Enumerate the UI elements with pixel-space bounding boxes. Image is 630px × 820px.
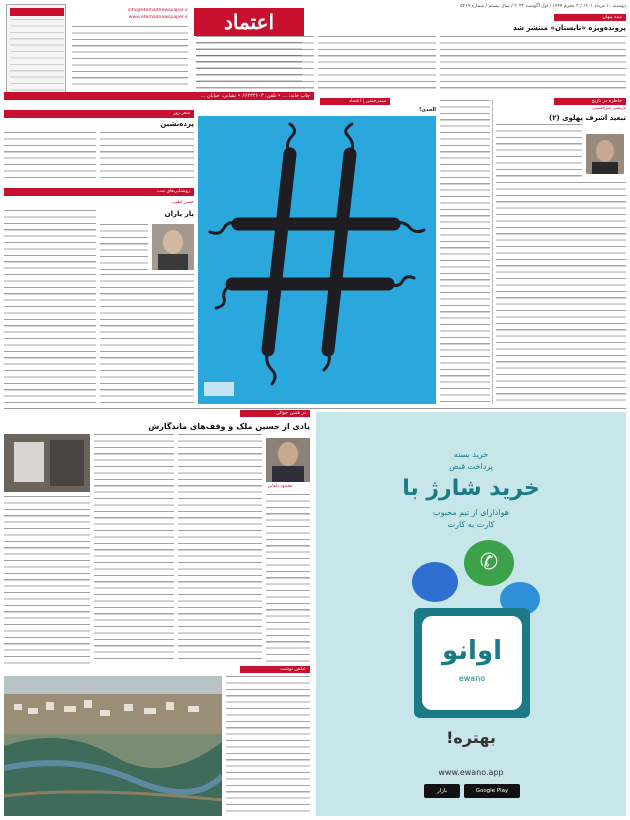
ad-small-line: خرید بسته [453, 450, 489, 459]
article-body [100, 274, 194, 404]
article-photo [4, 434, 90, 492]
poem-body [100, 132, 194, 182]
article-body [496, 182, 626, 404]
byline: حسن لطفی [171, 200, 194, 205]
brand-logo: اعتماد [194, 8, 304, 36]
article-title: پرونده‌ویژه «تابستان» منتشر شد [513, 24, 626, 32]
masthead-email: info@etemadnewspaper.ir [127, 8, 188, 13]
chat-icon [412, 562, 458, 602]
date-line: دوشنبه ۱۰ مرداد ۱۴۰۱ / ۳ محرم ۱۴۴۴ / اول آگوست ۲۰۲۲ / سال بیستم / شماره ۵۲۶۹ [460, 4, 626, 9]
ad-sub2: کارت به کارت [447, 520, 495, 529]
article-body [440, 36, 626, 92]
article-body [94, 434, 174, 664]
author-photo [586, 134, 624, 174]
section-tag: سمرحسن | اعتماد [320, 98, 390, 105]
photo-caption [226, 676, 310, 816]
poem-title: پرده‌نشین [160, 120, 194, 128]
ad-brand: اوانو [441, 636, 503, 666]
staff-box [70, 24, 190, 88]
cartoon-caption: الحدی! [419, 107, 436, 113]
ad-sub1: هوادارای از تیم محبوب [433, 508, 509, 517]
article-body [178, 434, 262, 664]
ad-brand-latin: ewano [458, 674, 486, 683]
article-title: یادی از حسین ملک و وقف‌های ماندگارش [148, 422, 310, 431]
poem-body [4, 132, 96, 182]
cartoon-image [198, 116, 436, 404]
section-tag: نیمه پنهان [554, 14, 626, 21]
section-tag: روشنایی‌های شب [4, 188, 194, 196]
article-title: بار یاران [164, 210, 194, 218]
phone-icon: ✆ [464, 540, 514, 586]
byline: محمود دلفانی [267, 484, 293, 489]
ad-tagline: بهتره! [446, 728, 496, 747]
article-title: تبعید اشرف پهلوی (۲) [548, 114, 626, 122]
ad-headline: خرید شارژ با [402, 476, 540, 501]
byline: مرتضی میرحسینی [592, 106, 626, 111]
google-play-button[interactable]: Google Play [464, 784, 520, 798]
article-body [318, 36, 436, 92]
article-body [266, 494, 310, 664]
ewano-ad[interactable] [316, 412, 626, 816]
masthead-thumbnail [6, 4, 66, 96]
author-photo [152, 224, 194, 270]
ewano-bag [414, 608, 530, 718]
article-body [440, 100, 490, 404]
section-tag: شعر روز [4, 110, 194, 118]
article-body [4, 210, 96, 404]
masthead-url: www.etemadnewspaper.ir [128, 15, 188, 20]
bazaar-button[interactable]: بازار [424, 784, 460, 798]
section-tag: خاطره در تاریخ [554, 98, 626, 105]
article-body [196, 36, 314, 92]
ad-small-line2: پرداخت قبض [449, 462, 493, 471]
article-body [496, 124, 582, 180]
author-photo [266, 438, 310, 482]
bottom-ribbon: چاپ خانه: ... • تلفن: ۶۶۴۳۴۶۰۳ • نشانی: خیابان ... [4, 92, 314, 100]
ad-url[interactable]: www.ewano.app [438, 768, 504, 777]
section-tag: عکس نوشت [240, 666, 310, 673]
article-body [100, 224, 148, 270]
section-tag: در همین حوالی [240, 410, 310, 417]
article-body [4, 496, 90, 664]
aerial-photo [4, 676, 222, 816]
